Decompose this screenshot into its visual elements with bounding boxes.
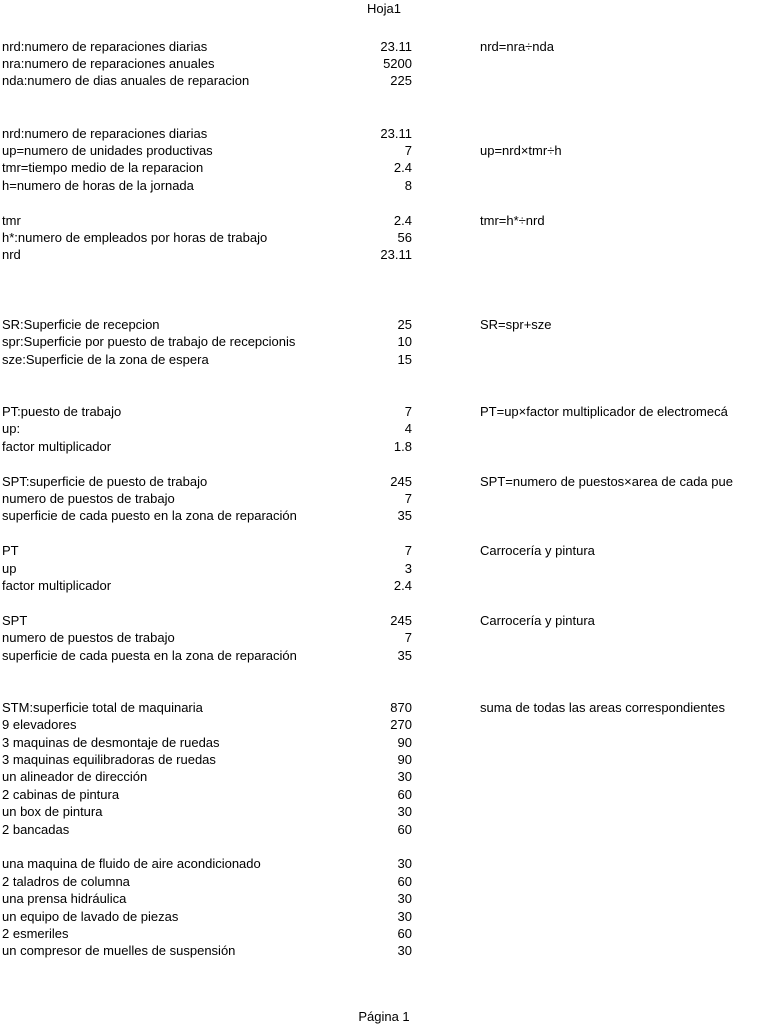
cell-value: 35 [397, 508, 412, 524]
cell-formula: Carrocería y pintura [480, 612, 595, 628]
cell-description: SPT [2, 612, 28, 628]
cell-description: PT [2, 543, 19, 559]
cell-description: sze:Superficie de la zona de espera [2, 351, 209, 367]
sheet-row [0, 873, 768, 890]
page-header-sheet-name: Hoja1 [367, 1, 401, 16]
sheet-row [0, 855, 768, 872]
sheet-row [0, 803, 768, 820]
cell-description: tmr=tiempo medio de la reparacion [2, 160, 204, 176]
sheet-row [0, 507, 768, 524]
cell-description: numero de puestos de trabajo [2, 490, 175, 506]
sheet-row [0, 333, 768, 350]
cell-description: tmr [2, 212, 21, 228]
cell-value: 25 [397, 316, 412, 332]
cell-description: 2 cabinas de pintura [2, 786, 120, 802]
cell-value: 90 [397, 734, 412, 750]
cell-formula: PT=up×factor multiplicador de electromecá [480, 403, 728, 419]
cell-formula: suma de todas las areas correspondientes [480, 699, 725, 715]
cell-description: factor multiplicador [2, 438, 112, 454]
cell-value: 15 [397, 351, 412, 367]
cell-value: 60 [397, 873, 412, 889]
sheet-row [0, 403, 768, 420]
cell-description: 9 elevadores [2, 717, 77, 733]
cell-value: 7 [404, 543, 412, 559]
sheet-row [0, 942, 768, 959]
cell-description: h=numero de horas de la jornada [2, 177, 194, 193]
cell-description: STM:superficie total de maquinaria [2, 699, 203, 715]
sheet-row [0, 490, 768, 507]
cell-description: up=numero de unidades productivas [2, 142, 213, 158]
cell-description: PT:puesto de trabajo [2, 403, 122, 419]
cell-value: 30 [397, 891, 412, 907]
cell-value: 30 [397, 856, 412, 872]
sheet-row [0, 107, 768, 124]
sheet-row [0, 351, 768, 368]
sheet-row [0, 925, 768, 942]
sheet-row [0, 281, 768, 298]
cell-description: nrd [2, 247, 21, 263]
cell-value: 60 [397, 925, 412, 941]
cell-description: nrd:numero de reparaciones diarias [2, 125, 208, 141]
sheet-row [0, 212, 768, 229]
sheet-row [0, 438, 768, 455]
sheet-row [0, 768, 768, 785]
cell-value: 7 [404, 142, 412, 158]
sheet-row [0, 473, 768, 490]
sheet-row [0, 264, 768, 281]
sheet-row [0, 142, 768, 159]
cell-formula: up=nrd×tmr÷h [480, 142, 562, 158]
cell-description: 3 maquinas equilibradoras de ruedas [2, 751, 216, 767]
cell-value: 245 [390, 473, 412, 489]
cell-description: nda:numero de dias anuales de reparacion [2, 73, 250, 89]
cell-value: 245 [390, 612, 412, 628]
cell-formula: SR=spr+sze [480, 316, 552, 332]
cell-value: 60 [397, 821, 412, 837]
cell-value: 23.11 [380, 247, 412, 263]
cell-description: factor multiplicador [2, 577, 112, 593]
cell-value: 2.4 [393, 212, 412, 228]
page-footer-page-number: Página 1 [358, 1009, 410, 1024]
sheet-row [0, 316, 768, 333]
sheet-row [0, 177, 768, 194]
cell-description: superficie de cada puesto en la zona de reparación [2, 508, 297, 524]
sheet-row [0, 647, 768, 664]
cell-value: 30 [397, 943, 412, 959]
cell-formula: tmr=h*÷nrd [480, 212, 545, 228]
sheet-row [0, 594, 768, 611]
cell-formula: nrd=nra÷nda [480, 38, 554, 54]
sheet-row [0, 55, 768, 72]
cell-value: 8 [404, 177, 412, 193]
cell-value: 7 [404, 630, 412, 646]
sheet-row [0, 821, 768, 838]
cell-description: superficie de cada puesta en la zona de reparación [2, 647, 297, 663]
cell-value: 35 [397, 647, 412, 663]
cell-value: 5200 [383, 55, 412, 71]
cell-description: nra:numero de reparaciones anuales [2, 55, 215, 71]
sheet-row [0, 368, 768, 385]
cell-description: 2 bancadas [2, 821, 70, 837]
cell-description: una maquina de fluido de aire acondicionado [2, 856, 261, 872]
cell-value: 2.4 [393, 160, 412, 176]
cell-value: 23.11 [380, 38, 412, 54]
sheet-row [0, 525, 768, 542]
cell-description: 2 taladros de columna [2, 873, 130, 889]
sheet-row [0, 90, 768, 107]
sheet-row [0, 299, 768, 316]
cell-value: 30 [397, 769, 412, 785]
sheet-row [0, 386, 768, 403]
cell-description: nrd:numero de reparaciones diarias [2, 38, 208, 54]
sheet-row [0, 716, 768, 733]
cell-value: 3 [404, 560, 412, 576]
sheet-row [0, 246, 768, 263]
cell-value: 7 [404, 403, 412, 419]
sheet-row [0, 751, 768, 768]
cell-description: una prensa hidráulica [2, 891, 127, 907]
cell-value: 10 [397, 334, 412, 350]
cell-description: un equipo de lavado de piezas [2, 908, 179, 924]
cell-description: un compresor de muelles de suspensión [2, 943, 236, 959]
cell-value: 2.4 [393, 577, 412, 593]
cell-description: 2 esmeriles [2, 925, 69, 941]
sheet-row [0, 681, 768, 698]
cell-description: spr:Superficie por puesto de trabajo de recepcionis [2, 334, 296, 350]
sheet-row [0, 159, 768, 176]
cell-description: up: [2, 421, 21, 437]
cell-description: SR:Superficie de recepcion [2, 316, 160, 332]
cell-value: 4 [404, 421, 412, 437]
sheet-row [0, 664, 768, 681]
cell-description: SPT:superficie de puesto de trabajo [2, 473, 208, 489]
cell-value: 7 [404, 490, 412, 506]
cell-formula: SPT=numero de puestos×area de cada pue [480, 473, 733, 489]
sheet-row [0, 560, 768, 577]
cell-description: un alineador de dirección [2, 769, 148, 785]
cell-value: 30 [397, 908, 412, 924]
cell-description: up [2, 560, 17, 576]
cell-description: h*:numero de empleados por horas de trabajo [2, 229, 268, 245]
sheet-row [0, 734, 768, 751]
cell-value: 56 [397, 229, 412, 245]
sheet-row [0, 455, 768, 472]
sheet-row [0, 194, 768, 211]
cell-value: 30 [397, 804, 412, 820]
sheet-row [0, 542, 768, 559]
sheet-row [0, 38, 768, 55]
cell-value: 90 [397, 751, 412, 767]
cell-formula: Carrocería y pintura [480, 543, 595, 559]
sheet-row [0, 890, 768, 907]
cell-description: 3 maquinas de desmontaje de ruedas [2, 734, 220, 750]
sheet-row [0, 786, 768, 803]
cell-value: 270 [390, 717, 412, 733]
sheet-row [0, 229, 768, 246]
sheet-row [0, 72, 768, 89]
sheet-row [0, 577, 768, 594]
cell-value: 1.8 [393, 438, 412, 454]
sheet-row [0, 838, 768, 855]
cell-value: 870 [390, 699, 412, 715]
cell-description: un box de pintura [2, 804, 103, 820]
cell-description: numero de puestos de trabajo [2, 630, 175, 646]
cell-value: 225 [390, 73, 412, 89]
sheet-row [0, 699, 768, 716]
sheet-row [0, 629, 768, 646]
sheet-row [0, 125, 768, 142]
sheet-row [0, 908, 768, 925]
cell-value: 60 [397, 786, 412, 802]
cell-value: 23.11 [380, 125, 412, 141]
sheet-row [0, 420, 768, 437]
sheet-row [0, 612, 768, 629]
